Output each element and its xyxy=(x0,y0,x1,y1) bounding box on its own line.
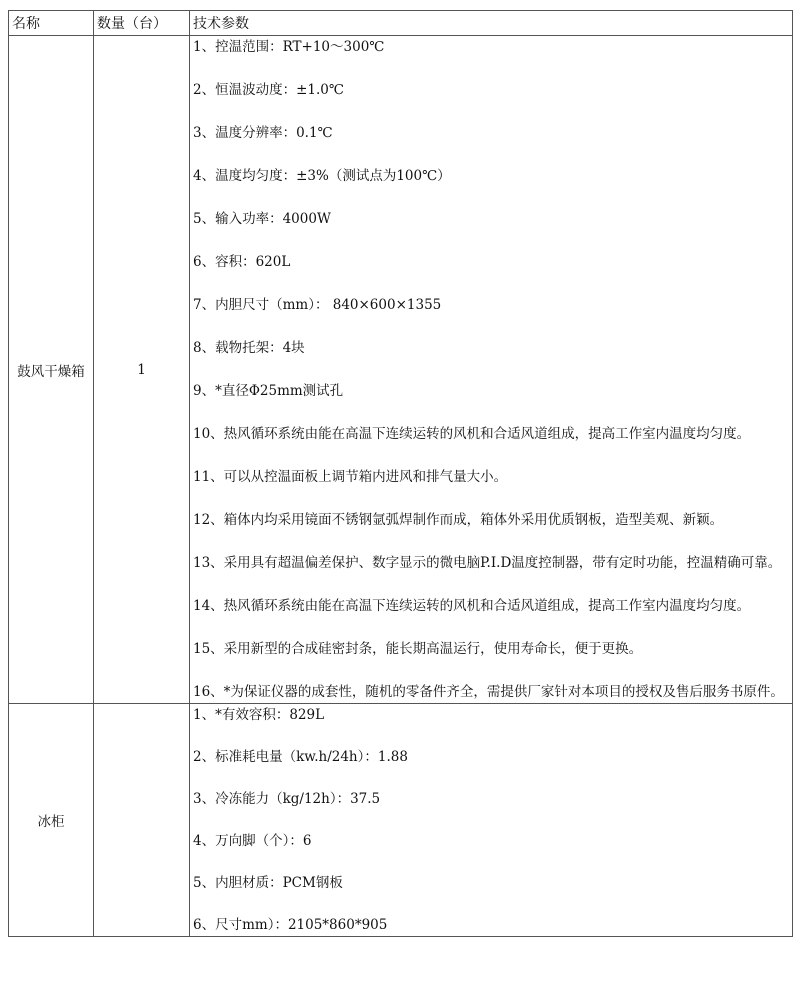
param-line: 9、*直径Φ25mm测试孔 xyxy=(193,383,344,399)
item-quantity xyxy=(94,704,190,937)
param-line: 14、热风循环系统由能在高温下连续运转的风机和合适风道组成，提高工作室内温度均匀度。 xyxy=(193,598,751,614)
param-line: 3、温度分辨率：0.1℃ xyxy=(193,125,333,141)
param-line: 16、*为保证仪器的成套性，随机的零备件齐全，需提供厂家针对本项目的授权及售后服务书原件。 xyxy=(193,684,784,700)
param-line: 7、内胆尺寸（mm）： 840×600×1355 xyxy=(193,297,442,313)
param-line: 12、箱体内均采用镜面不锈钢氩弧焊制作而成，箱体外采用优质钢板，造型美观、新颖。 xyxy=(193,512,724,528)
param-line: 5、内胆材质：PCM钢板 xyxy=(193,875,343,891)
header-quantity: 数量（台） xyxy=(94,11,190,36)
table-row xyxy=(9,704,793,937)
param-line: 1、*有效容积：829L xyxy=(193,707,325,723)
header-params: 技术参数 xyxy=(190,11,793,36)
param-line: 4、万向脚（个）：6 xyxy=(193,833,312,849)
param-line: 1、控温范围：RT+10～300℃ xyxy=(193,39,385,55)
item-name: 鼓风干燥箱 xyxy=(9,36,94,704)
equipment-spec-table xyxy=(8,10,793,937)
table-row xyxy=(9,36,793,704)
param-line: 8、载物托架：4块 xyxy=(193,340,305,356)
param-line: 3、冷冻能力（kg/12h）：37.5 xyxy=(193,791,381,807)
param-line: 13、采用具有超温偏差保护、数字显示的微电脑P.I.D温度控制器，带有定时功能，控温精确可靠。 xyxy=(193,555,782,571)
param-line: 11、可以从控温面板上调节箱内进风和排气量大小。 xyxy=(193,469,508,485)
param-line: 5、输入功率：4000W xyxy=(193,211,331,227)
header-name: 名称 xyxy=(9,11,94,36)
table-header-row xyxy=(9,11,793,36)
param-line: 15、采用新型的合成硅密封条，能长期高温运行，使用寿命长，便于更换。 xyxy=(193,641,643,657)
item-params xyxy=(190,704,793,937)
param-line: 6、容积：620L xyxy=(193,254,291,270)
item-name: 冰柜 xyxy=(9,704,94,937)
param-line: 2、标准耗电量（kw.h/24h）：1.88 xyxy=(193,749,408,765)
item-params xyxy=(190,36,793,704)
item-quantity: 1 xyxy=(94,36,190,704)
param-line: 4、温度均匀度：±3%（测试点为100℃） xyxy=(193,168,451,184)
param-line: 6、尺寸mm）：2105*860*905 xyxy=(193,917,388,933)
param-line: 10、热风循环系统由能在高温下连续运转的风机和合适风道组成，提高工作室内温度均匀度。 xyxy=(193,426,751,442)
param-line: 2、恒温波动度：±1.0℃ xyxy=(193,82,344,98)
